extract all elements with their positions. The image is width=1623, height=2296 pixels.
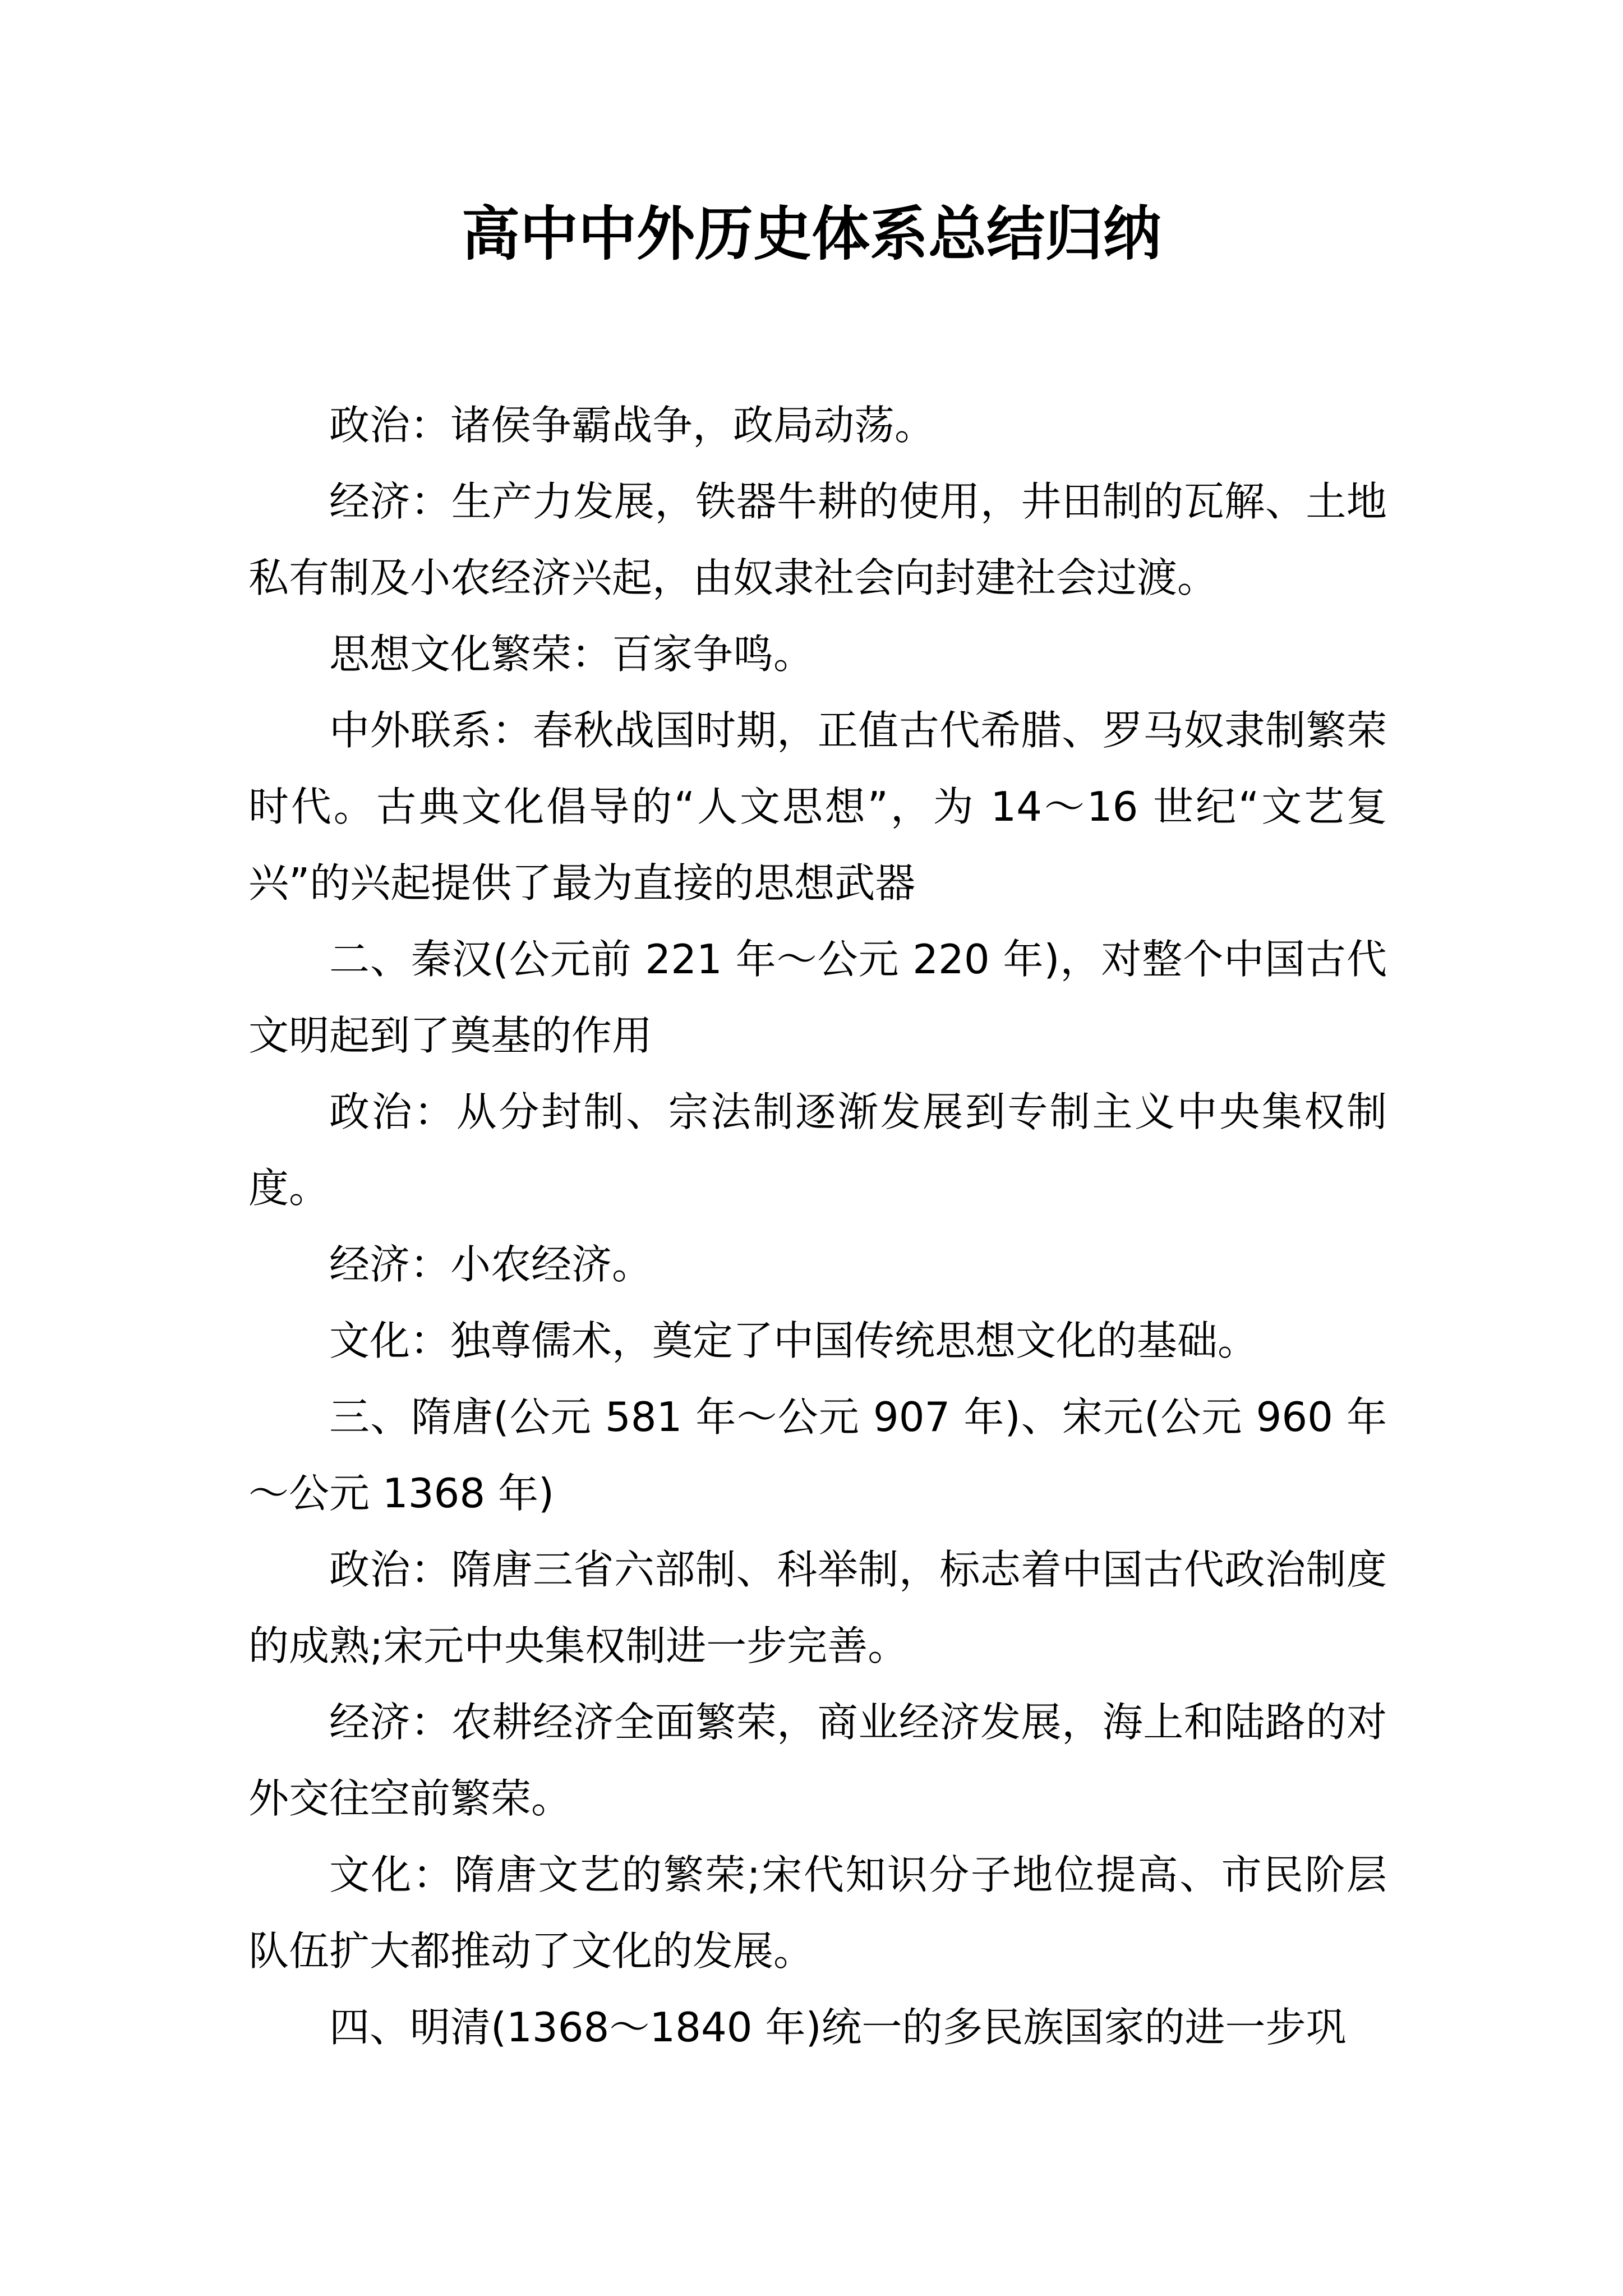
paragraph: 政治：隋唐三省六部制、科举制，标志着中国古代政治制度的成熟;宋元中央集权制进一步完善。	[248, 1546, 1387, 1669]
paragraph: 四、明清(1368～1840 年)统一的多民族国家的进一步巩	[329, 2004, 1347, 2051]
paragraph: 思想文化繁荣：百家争鸣。	[329, 631, 814, 678]
paragraph: 文化：独尊儒术，奠定了中国传统思想文化的基础。	[329, 1317, 1258, 1364]
paragraph: 经济：生产力发展，铁器牛耕的使用，井田制的瓦解、土地私有制及小农经济兴起，由奴隶社会向封建社会过渡。	[248, 478, 1387, 601]
page-title: 高中中外历史体系总结归纳	[461, 199, 1161, 268]
paragraph: 经济：农耕经济全面繁荣，商业经济发展，海上和陆路的对外交往空前繁荣。	[248, 1699, 1387, 1822]
document-body	[248, 387, 1387, 2065]
paragraph: 三、隋唐(公元 581 年～公元 907 年)、宋元(公元 960 年～公元 1368 年)	[248, 1393, 1387, 1517]
paragraph: 政治：诸侯争霸战争，政局动荡。	[329, 402, 935, 449]
paragraph: 二、秦汉(公元前 221 年～公元 220 年)，对整个中国古代文明起到了奠基的作用	[248, 936, 1387, 1059]
paragraph: 文化：隋唐文艺的繁荣;宋代知识分子地位提高、市民阶层队伍扩大都推动了文化的发展。	[248, 1851, 1387, 1975]
paragraph: 经济：小农经济。	[329, 1241, 653, 1288]
paragraph: 中外联系：春秋战国时期，正值古代希腊、罗马奴隶制繁荣时代。古典文化倡导的“人文思想”，为 14～16 世纪“文艺复兴”的兴起提供了最为直接的思想武器	[248, 707, 1387, 907]
paragraph: 政治：从分封制、宗法制逐渐发展到专制主义中央集权制度。	[248, 1088, 1387, 1212]
